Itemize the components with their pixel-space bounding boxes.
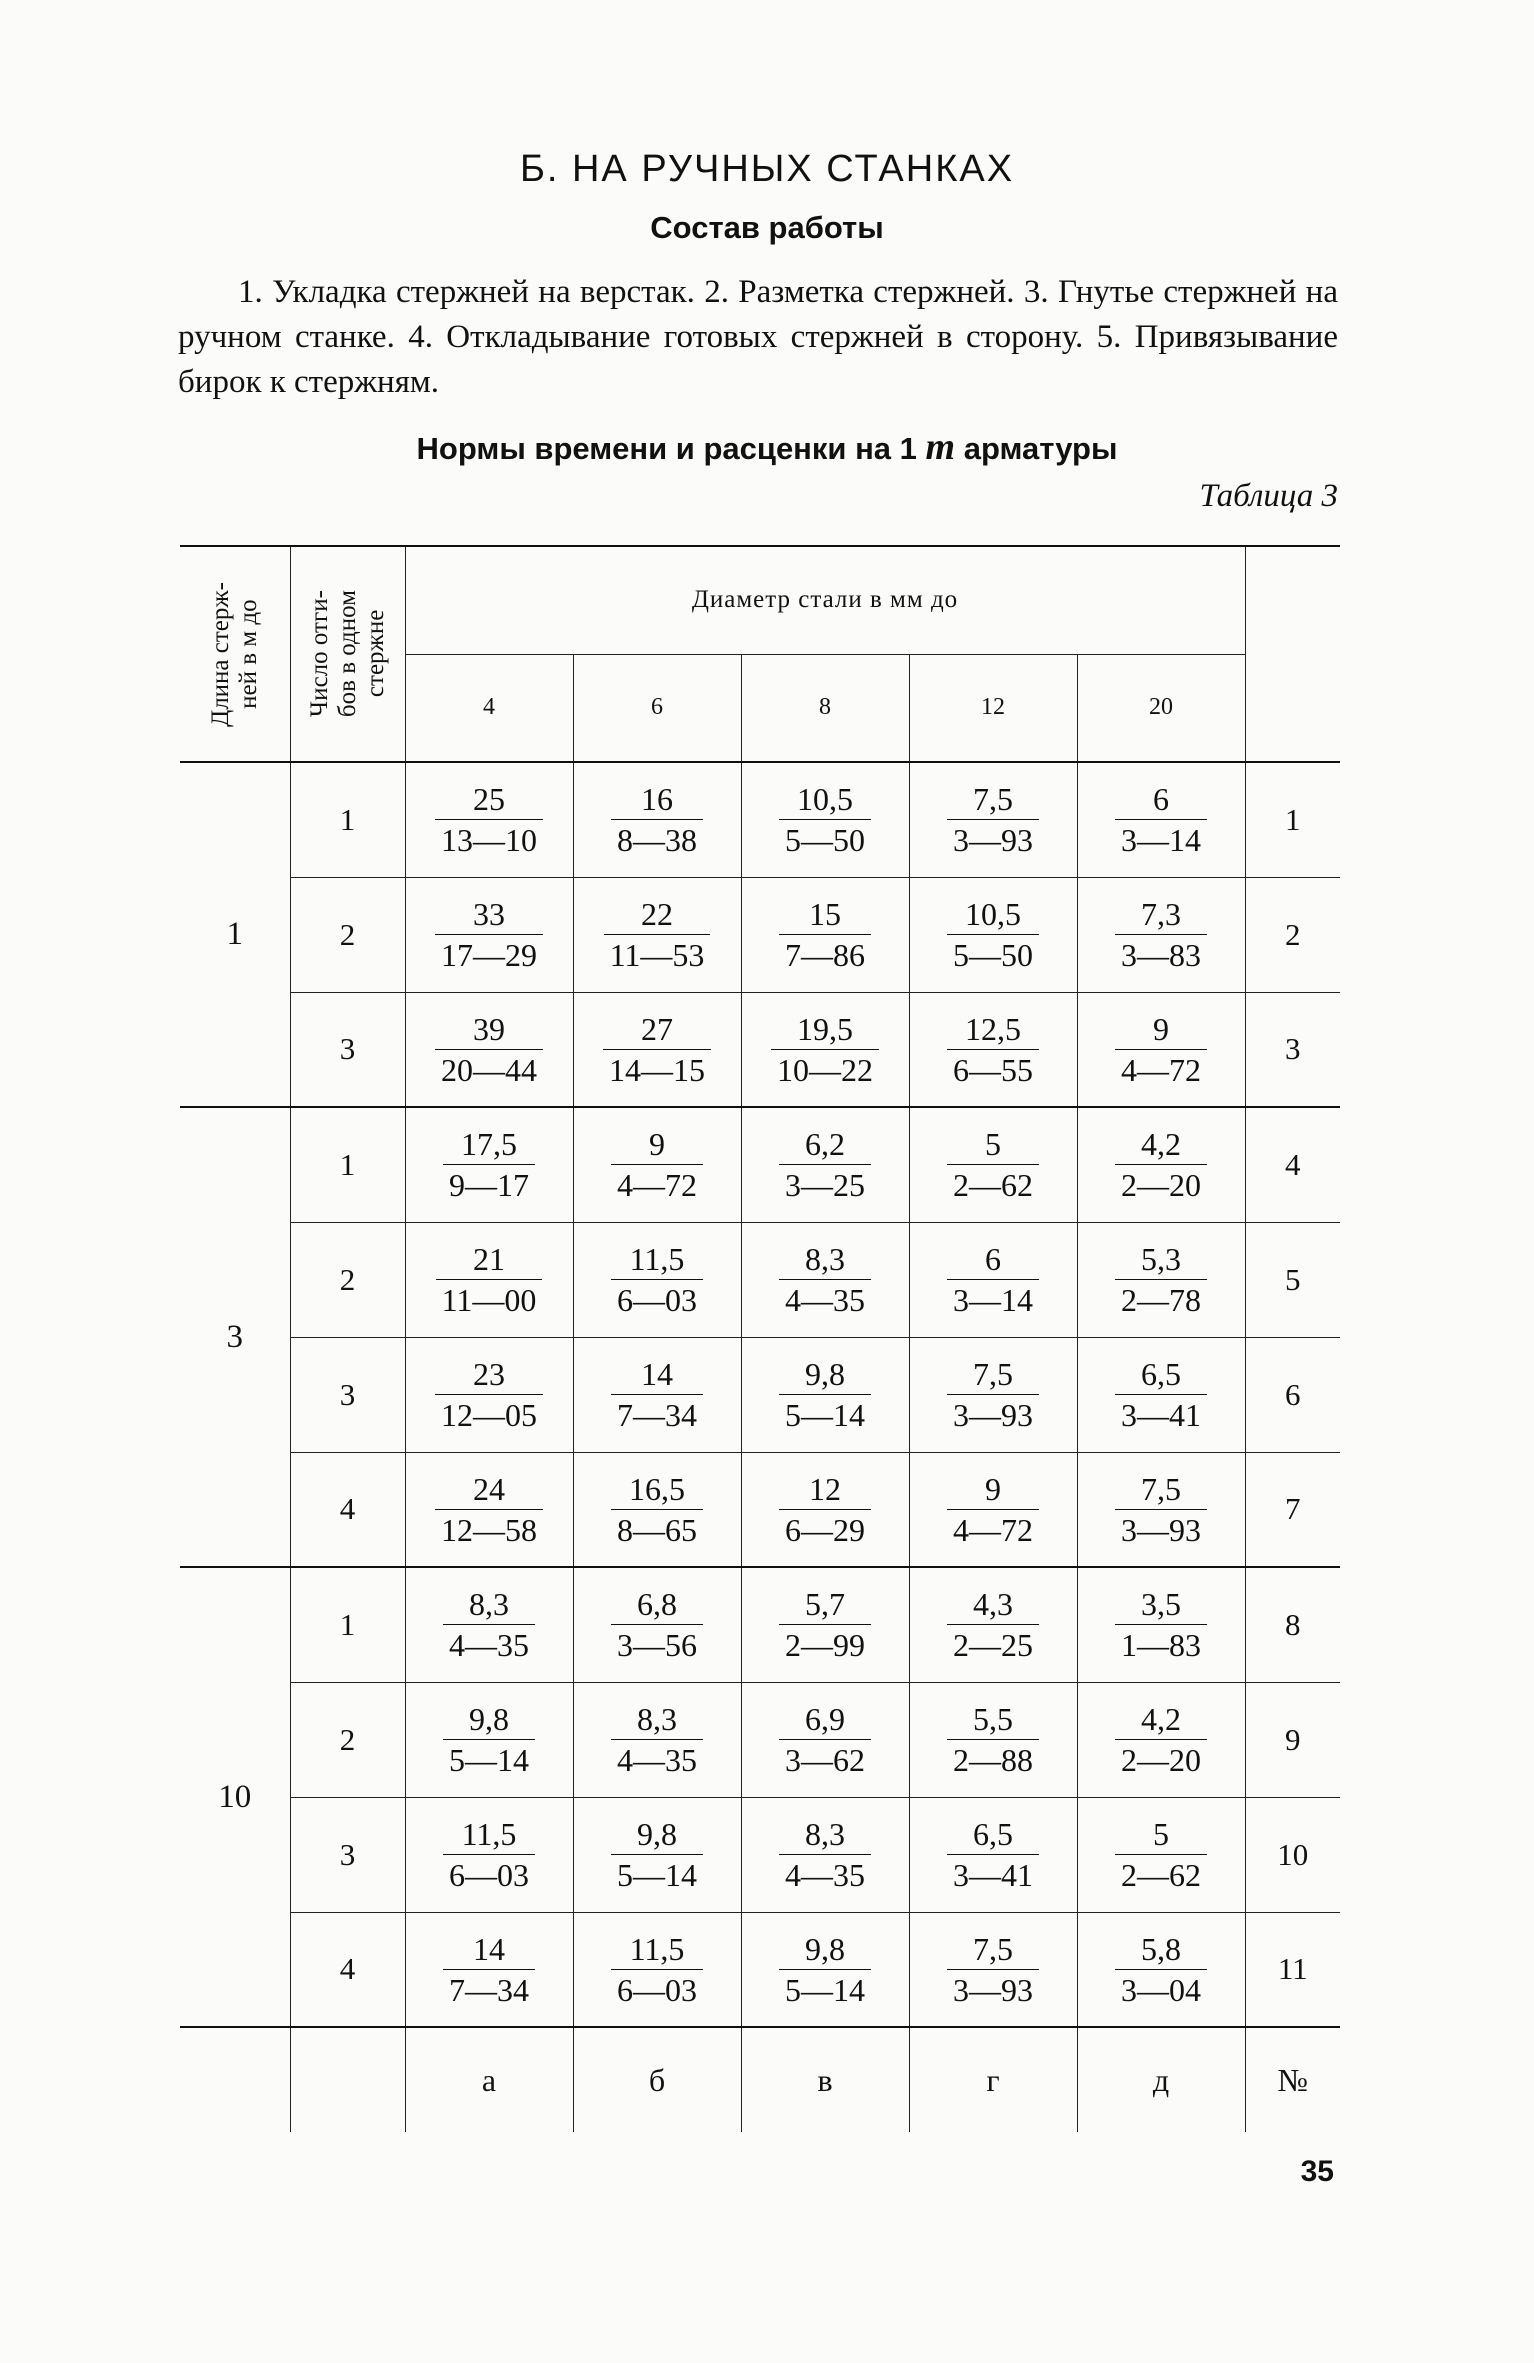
rate-price: 6—55: [953, 1051, 1033, 1088]
time-norm: 11,5: [611, 1929, 703, 1970]
rate-price: 3—14: [953, 1282, 1033, 1318]
fraction: [1115, 894, 1207, 975]
number-column-header: [1245, 546, 1340, 762]
rate-price: 7—86: [785, 937, 865, 973]
time-norm: 19,5: [771, 1009, 879, 1050]
norm-rate-cell: [741, 1567, 909, 1682]
norm-rate-cell: [909, 1567, 1077, 1682]
norm-rate-cell: [741, 1222, 909, 1337]
time-norm: 39: [435, 1009, 543, 1050]
norm-rate-cell: [573, 1567, 741, 1682]
time-norm: 8,3: [611, 1699, 703, 1740]
fraction: [604, 894, 711, 975]
norm-rate-cell: [909, 1337, 1077, 1452]
row-number-cell: 11: [1245, 1912, 1340, 2027]
rate-price: 11—00: [441, 1282, 537, 1318]
norm-rate-cell: [405, 1452, 573, 1567]
fraction: [1115, 1124, 1207, 1205]
fraction: [1115, 1929, 1207, 2010]
fraction: [779, 1584, 871, 1665]
table-row: [180, 1567, 1340, 1682]
time-norm: 22: [604, 894, 711, 935]
fraction: [947, 1469, 1039, 1550]
column-letter: д: [1077, 2027, 1245, 2132]
rate-price: 2—78: [1121, 1282, 1201, 1318]
rate-price: 7—34: [449, 1971, 529, 2008]
rate-price: 5—50: [953, 937, 1033, 973]
rate-price: 3—83: [1121, 937, 1201, 973]
table-row: [180, 877, 1340, 992]
norm-rate-cell: [1077, 1567, 1245, 1682]
time-norm: 16,5: [611, 1469, 703, 1510]
bends-cell: 4: [290, 1912, 405, 2027]
norm-rate-cell: [405, 1797, 573, 1912]
time-norm: 15: [779, 894, 871, 935]
rate-price: 3—93: [953, 1397, 1033, 1433]
rate-price: 5—50: [785, 822, 865, 859]
rate-price: 3—41: [1121, 1397, 1201, 1433]
rate-price: 2—62: [953, 1167, 1033, 1204]
norm-rate-cell: [741, 1682, 909, 1797]
time-norm: 33: [435, 894, 543, 935]
fraction: [611, 1239, 703, 1320]
row-number-cell: 5: [1245, 1222, 1340, 1337]
norm-rate-cell: [909, 762, 1077, 877]
fraction: [947, 1354, 1039, 1435]
table-row: [180, 1222, 1340, 1337]
norm-rate-cell: [909, 1912, 1077, 2027]
time-norm: 27: [603, 1009, 711, 1050]
fraction: [1115, 1814, 1207, 1895]
norm-rate-cell: [741, 1107, 909, 1222]
fraction: [1115, 1009, 1207, 1090]
norm-rate-cell: [405, 992, 573, 1107]
norms-table: [180, 545, 1340, 2132]
time-norm: 6,9: [779, 1699, 871, 1740]
time-norm: 5,3: [1115, 1239, 1207, 1280]
norm-rate-cell: [909, 992, 1077, 1107]
rate-price: 3—62: [785, 1742, 865, 1778]
fraction: [443, 1699, 535, 1780]
rate-price: 2—62: [1121, 1857, 1201, 1893]
table-row: [180, 992, 1340, 1107]
norm-rate-cell: [405, 1682, 573, 1797]
fraction: [947, 1584, 1039, 1665]
diameter-12: 12: [909, 654, 1077, 762]
table-row: [180, 762, 1340, 877]
work-composition-title: Состав работы: [650, 210, 884, 245]
time-norm: 8,3: [779, 1814, 871, 1855]
time-norm: 9,8: [443, 1699, 535, 1740]
norm-rate-cell: [741, 762, 909, 877]
time-norm: 25: [435, 779, 543, 820]
rate-price: 1—83: [1121, 1627, 1201, 1664]
norms-table-body: [180, 762, 1340, 2132]
fraction: [947, 894, 1039, 975]
norm-rate-cell: [909, 1797, 1077, 1912]
time-norm: 6: [947, 1239, 1039, 1280]
work-description-paragraph: 1. Укладка стержней на верстак. 2. Разметка стержней. 3. Гнутье стержней на ручном станке. 4. Откладывание готовых стержней в сторону. 5. Привязывание бирок к стержням.: [178, 274, 1338, 400]
fraction: [611, 1699, 703, 1780]
time-norm: 10,5: [779, 779, 871, 820]
length-cell: 10: [180, 1567, 290, 2027]
fraction: [611, 779, 703, 860]
bends-cell: 2: [290, 1682, 405, 1797]
fraction: [779, 1814, 871, 1895]
time-norm: 5,5: [947, 1699, 1039, 1740]
table-row: [180, 1797, 1340, 1912]
rate-price: 6—03: [617, 1971, 697, 2008]
rate-price: 2—25: [953, 1627, 1033, 1664]
rate-price: 10—22: [777, 1051, 873, 1088]
rate-price: 20—44: [441, 1051, 537, 1088]
fraction: [435, 779, 543, 860]
fraction: [771, 1009, 879, 1090]
fraction: [443, 1814, 535, 1895]
time-norm: 23: [435, 1354, 543, 1395]
rate-price: 9—17: [449, 1167, 529, 1204]
bends-column-header-text: Число отги- бов в одном стержне: [305, 590, 389, 718]
rate-price: 12—58: [441, 1511, 537, 1548]
norm-rate-cell: [909, 1107, 1077, 1222]
fraction: [1115, 1354, 1207, 1435]
norm-rate-cell: [909, 877, 1077, 992]
norms-table-title: [0, 425, 1534, 469]
time-norm: 7,3: [1115, 894, 1207, 935]
fraction: [435, 1469, 543, 1550]
norm-rate-cell: [741, 992, 909, 1107]
time-norm: 5: [1115, 1814, 1207, 1855]
norm-rate-cell: [1077, 1337, 1245, 1452]
norm-rate-cell: [405, 1107, 573, 1222]
rate-price: 3—25: [785, 1167, 865, 1204]
column-letter: а: [405, 2027, 573, 2132]
rate-price: 3—41: [953, 1857, 1033, 1893]
page-number: 35: [1300, 2155, 1334, 2188]
rate-price: 4—35: [785, 1282, 865, 1318]
norm-rate-cell: [1077, 1107, 1245, 1222]
time-norm: 24: [435, 1469, 543, 1510]
time-norm: 4,3: [947, 1584, 1039, 1625]
norm-rate-cell: [573, 1682, 741, 1797]
norm-rate-cell: [741, 1912, 909, 2027]
norm-rate-cell: [405, 877, 573, 992]
norm-rate-cell: [1077, 1222, 1245, 1337]
footer-empty-cell: [290, 2027, 405, 2132]
rate-price: 17—29: [441, 937, 537, 973]
bends-column-header: [290, 546, 405, 762]
rate-price: 6—03: [617, 1282, 697, 1318]
fraction: [947, 1239, 1039, 1320]
rate-price: 3—93: [953, 1971, 1033, 2008]
fraction: [443, 1929, 535, 2010]
norm-rate-cell: [909, 1222, 1077, 1337]
norm-rate-cell: [405, 1222, 573, 1337]
norm-rate-cell: [741, 1797, 909, 1912]
norm-rate-cell: [909, 1452, 1077, 1567]
fraction: [779, 1239, 871, 1320]
table-row: [180, 1337, 1340, 1452]
time-norm: 7,5: [1115, 1469, 1207, 1510]
norm-rate-cell: [1077, 877, 1245, 992]
diameter-6: 6: [573, 654, 741, 762]
time-norm: 8,3: [779, 1239, 871, 1280]
row-number-cell: 8: [1245, 1567, 1340, 1682]
fraction: [611, 1584, 703, 1665]
norm-rate-cell: [909, 1682, 1077, 1797]
norms-title-unit: т: [925, 426, 956, 468]
norm-rate-cell: [405, 1337, 573, 1452]
bends-cell: 1: [290, 1567, 405, 1682]
row-number-cell: 9: [1245, 1682, 1340, 1797]
bends-cell: 3: [290, 992, 405, 1107]
norm-rate-cell: [573, 1452, 741, 1567]
row-number-cell: 3: [1245, 992, 1340, 1107]
rate-price: 13—10: [441, 822, 537, 859]
fraction: [1115, 1699, 1207, 1780]
fraction: [947, 1814, 1039, 1895]
row-number-cell: 2: [1245, 877, 1340, 992]
norm-rate-cell: [573, 1107, 741, 1222]
table-row: [180, 1107, 1340, 1222]
time-norm: 6: [1115, 779, 1207, 820]
rate-price: 14—15: [609, 1051, 705, 1088]
fraction: [947, 1699, 1039, 1780]
fraction: [435, 894, 543, 975]
time-norm: 6,2: [779, 1124, 871, 1165]
rate-price: 3—93: [953, 822, 1033, 859]
rate-price: 3—93: [1121, 1511, 1201, 1548]
footer-row: [180, 2027, 1340, 2132]
time-norm: 14: [611, 1354, 703, 1395]
bends-cell: 3: [290, 1337, 405, 1452]
rate-price: 8—65: [617, 1511, 697, 1548]
rate-price: 6—03: [449, 1857, 529, 1893]
length-cell: 1: [180, 762, 290, 1107]
time-norm: 5: [947, 1124, 1039, 1165]
time-norm: 6,5: [1115, 1354, 1207, 1395]
fraction: [779, 1124, 871, 1205]
bends-cell: 3: [290, 1797, 405, 1912]
fraction: [779, 779, 871, 860]
fraction: [779, 1929, 871, 2010]
norm-rate-cell: [405, 762, 573, 877]
norm-rate-cell: [573, 1222, 741, 1337]
table-row: [180, 1682, 1340, 1797]
fraction: [779, 1469, 871, 1550]
fraction: [779, 894, 871, 975]
fraction: [603, 1009, 711, 1090]
time-norm: 7,5: [947, 1929, 1039, 1970]
diameter-20: 20: [1077, 654, 1245, 762]
section-title: Б. НА РУЧНЫХ СТАНКАХ: [519, 148, 1015, 190]
rate-price: 4—35: [617, 1742, 697, 1778]
norms-title-prefix: Нормы времени и расценки на 1: [416, 431, 917, 466]
fraction: [779, 1699, 871, 1780]
row-number-cell: 10: [1245, 1797, 1340, 1912]
fraction: [436, 1239, 543, 1320]
fraction: [443, 1584, 535, 1665]
time-norm: 8,3: [443, 1584, 535, 1625]
rate-price: 2—20: [1121, 1167, 1201, 1204]
rate-price: 4—35: [449, 1627, 529, 1664]
norm-rate-cell: [573, 762, 741, 877]
rate-price: 12—05: [441, 1397, 537, 1433]
time-norm: 4,2: [1115, 1699, 1207, 1740]
length-column-header: [180, 546, 290, 762]
norm-rate-cell: [573, 1797, 741, 1912]
rate-price: 4—72: [953, 1511, 1033, 1548]
time-norm: 21: [436, 1239, 543, 1280]
norm-rate-cell: [1077, 1682, 1245, 1797]
rate-price: 2—88: [953, 1742, 1033, 1778]
time-norm: 9,8: [611, 1814, 703, 1855]
rate-price: 8—38: [617, 822, 697, 859]
time-norm: 9: [1115, 1009, 1207, 1050]
column-letter: б: [573, 2027, 741, 2132]
rate-price: 5—14: [449, 1742, 529, 1778]
rate-price: 7—34: [617, 1397, 697, 1433]
fraction: [435, 1009, 543, 1090]
time-norm: 9,8: [779, 1929, 871, 1970]
bends-cell: 4: [290, 1452, 405, 1567]
time-norm: 9: [611, 1124, 703, 1165]
norm-rate-cell: [1077, 1912, 1245, 2027]
rate-price: 2—20: [1121, 1742, 1201, 1778]
norm-rate-cell: [741, 1452, 909, 1567]
rate-price: 3—14: [1121, 822, 1201, 859]
column-letter: в: [741, 2027, 909, 2132]
norm-rate-cell: [573, 1337, 741, 1452]
footer-empty-cell: [180, 2027, 290, 2132]
fraction: [611, 1469, 703, 1550]
table-label: Таблица 3: [1199, 478, 1338, 514]
diameter-header: Диаметр стали в мм до: [405, 546, 1245, 654]
fraction: [443, 1124, 535, 1205]
norm-rate-cell: [405, 1567, 573, 1682]
fraction: [947, 1009, 1039, 1090]
length-column-header-text: Длина стерж- ней в м до: [206, 581, 262, 727]
bends-cell: 2: [290, 1222, 405, 1337]
norm-rate-cell: [573, 992, 741, 1107]
norm-rate-cell: [1077, 1452, 1245, 1567]
fraction: [611, 1124, 703, 1205]
time-norm: 12,5: [947, 1009, 1039, 1050]
time-norm: 5,7: [779, 1584, 871, 1625]
time-norm: 9,8: [779, 1354, 871, 1395]
row-number-cell: 4: [1245, 1107, 1340, 1222]
fraction: [611, 1929, 703, 2010]
time-norm: 11,5: [611, 1239, 703, 1280]
norm-rate-cell: [1077, 762, 1245, 877]
time-norm: 5,8: [1115, 1929, 1207, 1970]
rate-price: 5—14: [785, 1971, 865, 2008]
rate-price: 2—99: [785, 1627, 865, 1664]
rate-price: 4—72: [617, 1167, 697, 1204]
number-sign: №: [1245, 2027, 1340, 2132]
diameter-8: 8: [741, 654, 909, 762]
norm-rate-cell: [1077, 992, 1245, 1107]
fraction: [947, 1124, 1039, 1205]
time-norm: 6,8: [611, 1584, 703, 1625]
rate-price: 6—29: [785, 1511, 865, 1548]
norm-rate-cell: [405, 1912, 573, 2027]
fraction: [1115, 1239, 1207, 1320]
time-norm: 17,5: [443, 1124, 535, 1165]
bends-cell: 1: [290, 1107, 405, 1222]
fraction: [611, 1814, 703, 1895]
time-norm: 4,2: [1115, 1124, 1207, 1165]
rate-price: 3—04: [1121, 1971, 1201, 2008]
norm-rate-cell: [573, 1912, 741, 2027]
time-norm: 7,5: [947, 779, 1039, 820]
time-norm: 3,5: [1115, 1584, 1207, 1625]
norm-rate-cell: [1077, 1797, 1245, 1912]
time-norm: 9: [947, 1469, 1039, 1510]
norm-rate-cell: [741, 877, 909, 992]
table-row: [180, 1912, 1340, 2027]
fraction: [435, 1354, 543, 1435]
bends-cell: 1: [290, 762, 405, 877]
column-letter: г: [909, 2027, 1077, 2132]
time-norm: 7,5: [947, 1354, 1039, 1395]
fraction: [779, 1354, 871, 1435]
norms-title-suffix: арматуры: [963, 431, 1118, 466]
fraction: [1115, 1584, 1207, 1665]
time-norm: 12: [779, 1469, 871, 1510]
time-norm: 10,5: [947, 894, 1039, 935]
time-norm: 16: [611, 779, 703, 820]
fraction: [947, 779, 1039, 860]
norm-rate-cell: [573, 877, 741, 992]
rate-price: 11—53: [609, 937, 705, 973]
row-number-cell: 7: [1245, 1452, 1340, 1567]
time-norm: 14: [443, 1929, 535, 1970]
length-cell: 3: [180, 1107, 290, 1567]
rate-price: 3—56: [617, 1627, 697, 1664]
fraction: [947, 1929, 1039, 2010]
fraction: [1115, 1469, 1207, 1550]
rate-price: 4—72: [1121, 1051, 1201, 1088]
fraction: [1115, 779, 1207, 860]
diameter-4: 4: [405, 654, 573, 762]
row-number-cell: 1: [1245, 762, 1340, 877]
row-number-cell: 6: [1245, 1337, 1340, 1452]
bends-cell: 2: [290, 877, 405, 992]
time-norm: 6,5: [947, 1814, 1039, 1855]
fraction: [611, 1354, 703, 1435]
rate-price: 5—14: [785, 1397, 865, 1433]
rate-price: 4—35: [785, 1857, 865, 1893]
norm-rate-cell: [741, 1337, 909, 1452]
rate-price: 5—14: [617, 1857, 697, 1893]
table-row: [180, 1452, 1340, 1567]
time-norm: 11,5: [443, 1814, 535, 1855]
